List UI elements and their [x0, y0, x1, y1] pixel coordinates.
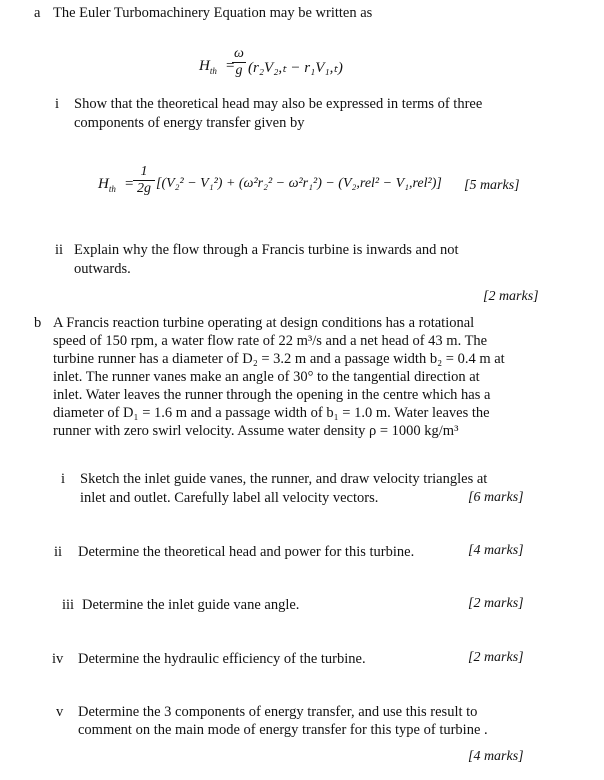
- question-marks: [4 marks]: [468, 749, 524, 764]
- eq2-equals: =: [125, 176, 134, 192]
- question-text-line1: Sketch the inlet guide vanes, the runner, and draw velocity triangles at: [80, 471, 488, 487]
- question-text-line1: Determine the inlet guide vane angle.: [82, 597, 300, 613]
- eq2-lhs-sub: th: [108, 184, 116, 194]
- part-a-i-text-line2: components of energy transfer given by: [74, 115, 305, 131]
- eq2-lhs: H: [98, 176, 109, 192]
- eq1-numerator: ω: [234, 46, 244, 61]
- part-b-line: inlet. The runner vanes make an angle of 30° to the tangential direction at: [53, 369, 480, 385]
- eq1-lhs: H: [199, 58, 210, 74]
- eq1-equals: =: [226, 58, 235, 74]
- eq2-fraction: [133, 164, 155, 197]
- part-a-label: a: [34, 5, 41, 21]
- part-a-intro: The Euler Turbomachinery Equation may be written as: [53, 5, 373, 21]
- part-a-ii-marks: [2 marks]: [483, 289, 539, 304]
- question-label: ii: [54, 544, 63, 560]
- eq1-lhs-sub: th: [209, 66, 217, 76]
- part-b-label: b: [34, 315, 42, 331]
- eq1-rhs: (r₂V₂,ₜ − r₁V₁,ₜ): [248, 60, 343, 76]
- part-a-i-text-line1: Show that the theoretical head may also be expressed in terms of three: [74, 96, 483, 112]
- part-a-ii-text-line1: Explain why the flow through a Francis turbine is inwards and not: [74, 242, 459, 258]
- question-text-line2: inlet and outlet. Carefully label all velocity vectors.: [80, 490, 379, 506]
- part-a-i-label: i: [55, 96, 60, 112]
- question-label: iii: [62, 597, 75, 613]
- eq1-fraction: [232, 46, 246, 79]
- eq2-numerator: 1: [140, 164, 148, 179]
- part-b-line: turbine runner has a diameter of D₂ = 3.2 m and a passage width b₂ = 0.4 m at: [53, 351, 505, 367]
- part-a-ii-text-line2: outwards.: [74, 261, 131, 277]
- question-text-line1: Determine the 3 components of energy transfer, and use this result to: [78, 704, 478, 720]
- question-text-line1: Determine the hydraulic efficiency of the turbine.: [78, 651, 366, 667]
- question-marks: [6 marks]: [468, 490, 524, 505]
- part-b-line: runner with zero swirl velocity. Assume water density ρ = 1000 kg/m³: [53, 423, 459, 439]
- part-a-i-marks: [5 marks]: [464, 178, 520, 193]
- eq1-denominator: g: [235, 63, 243, 78]
- part-b-line: A Francis reaction turbine operating at design conditions has a rotational: [53, 315, 475, 331]
- question-label: v: [56, 704, 64, 720]
- part-b-line: diameter of D₁ = 1.6 m and a passage width of b₁ = 1.0 m. Water leaves the: [53, 405, 490, 421]
- question-label: iv: [52, 651, 64, 667]
- question-text-line1: Determine the theoretical head and power for this turbine.: [78, 544, 415, 560]
- part-b-line: speed of 150 rpm, a water flow rate of 22 m³/s and a net head of 43 m. The: [53, 333, 488, 349]
- part-a-ii-label: ii: [55, 242, 64, 258]
- eq2-denominator: 2g: [137, 181, 151, 196]
- question-text-line2: comment on the main mode of energy transfer for this type of turbine .: [78, 722, 488, 738]
- question-marks: [2 marks]: [468, 596, 524, 611]
- question-marks: [2 marks]: [468, 650, 524, 665]
- part-b-line: inlet. Water leaves the runner through the opening in the centre which has a: [53, 387, 491, 403]
- eq2-rhs: [(V₂² − V₁²) + (ω²r₂² − ω²r₁²) − (V₂,rel² − V₁,rel²)]: [156, 176, 442, 191]
- question-marks: [4 marks]: [468, 543, 524, 558]
- question-label: i: [61, 471, 66, 487]
